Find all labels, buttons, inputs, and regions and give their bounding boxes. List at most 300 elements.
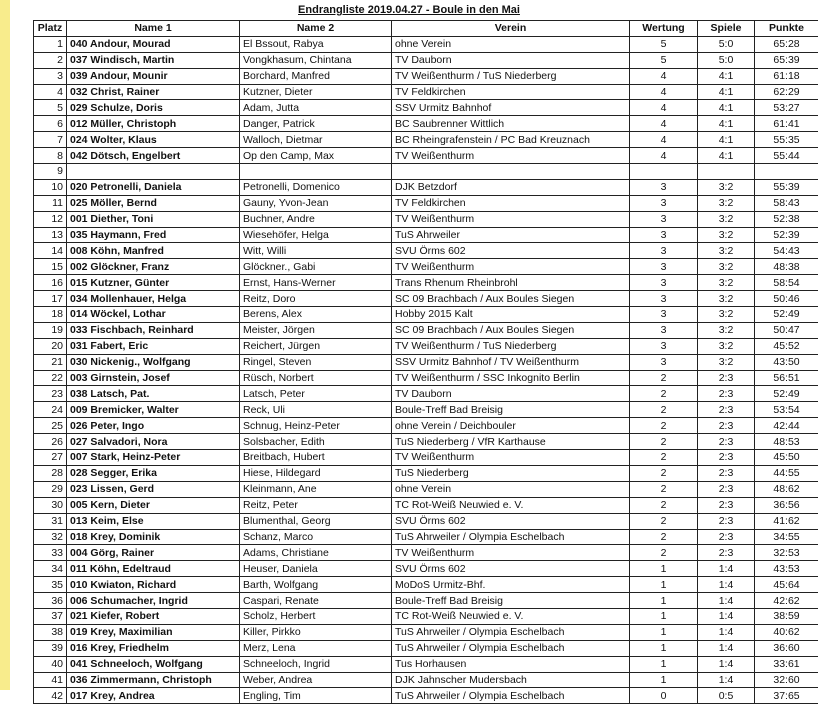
player1-cell: 013 Keim, Else [67,513,240,529]
player1-cell: 023 Lissen, Gerd [67,481,240,497]
games-cell: 3:2 [698,211,755,227]
player2-cell: Schanz, Marco [240,529,392,545]
club-cell: DJK Betzdorf [392,179,630,195]
club-cell: TV Dauborn [392,52,630,68]
player2-cell: Reck, Uli [240,402,392,418]
rank-cell: 8 [34,148,67,164]
table-row [34,672,818,688]
score-cell: 2 [630,529,698,545]
player1-cell: 019 Krey, Maximilian [67,624,240,640]
table-row [34,84,818,100]
player2-cell: Op den Camp, Max [240,148,392,164]
player2-cell: Reitz, Doro [240,291,392,307]
rank-cell: 27 [34,450,67,466]
games-cell: 3:2 [698,322,755,338]
score-cell: 1 [630,577,698,593]
player2-cell: Borchard, Manfred [240,68,392,84]
rank-cell: 40 [34,656,67,672]
player1-cell: 027 Salvadori, Nora [67,434,240,450]
player2-cell: Scholz, Herbert [240,608,392,624]
games-cell: 2:3 [698,386,755,402]
player1-cell: 028 Segger, Erika [67,465,240,481]
player1-cell: 016 Krey, Friedhelm [67,640,240,656]
rank-cell: 4 [34,84,67,100]
table-row [34,481,818,497]
games-cell: 4:1 [698,148,755,164]
club-cell: TC Rot-Weiß Neuwied e. V. [392,497,630,513]
player1-cell: 032 Christ, Rainer [67,84,240,100]
games-cell: 2:3 [698,418,755,434]
games-cell: 1:4 [698,656,755,672]
header-platz: Platz [34,21,67,37]
score-cell: 3 [630,338,698,354]
table-row [34,465,818,481]
table-row [34,688,818,704]
games-cell: 1:4 [698,608,755,624]
score-cell: 3 [630,243,698,259]
player2-cell: Wiesehöfer, Helga [240,227,392,243]
score-cell: 1 [630,624,698,640]
rank-cell: 25 [34,418,67,434]
club-cell: SVU Örms 602 [392,513,630,529]
player2-cell: Buchner, Andre [240,211,392,227]
club-cell: Boule-Treff Bad Breisig [392,402,630,418]
club-cell: SC 09 Brachbach / Aux Boules Siegen [392,291,630,307]
player1-cell: 008 Köhn, Manfred [67,243,240,259]
club-cell: ohne Verein [392,481,630,497]
rank-cell: 14 [34,243,67,259]
games-cell: 3:2 [698,291,755,307]
table-row [34,338,818,354]
score-cell: 4 [630,116,698,132]
table-row [34,354,818,370]
club-cell: TuS Ahrweiler / Olympia Eschelbach [392,529,630,545]
table-row [34,608,818,624]
club-cell: Boule-Treff Bad Breisig [392,593,630,609]
player2-cell: Kutzner, Dieter [240,84,392,100]
player2-cell: Gauny, Yvon-Jean [240,195,392,211]
points-cell: 50:46 [755,291,818,307]
table-row [34,497,818,513]
club-cell: TV Weißenthurm [392,545,630,561]
games-cell: 1:4 [698,561,755,577]
score-cell: 4 [630,148,698,164]
points-cell: 34:55 [755,529,818,545]
player2-cell: Berens, Alex [240,307,392,323]
player1-cell: 005 Kern, Dieter [67,497,240,513]
score-cell: 3 [630,259,698,275]
rank-cell: 38 [34,624,67,640]
score-cell: 4 [630,84,698,100]
player1-cell: 009 Bremicker, Walter [67,402,240,418]
player1-cell: 030 Nickenig., Wolfgang [67,354,240,370]
games-cell: 4:1 [698,84,755,100]
score-cell: 5 [630,36,698,52]
rank-cell: 24 [34,402,67,418]
score-cell: 2 [630,434,698,450]
club-cell: MoDoS Urmitz-Bhf. [392,577,630,593]
score-cell: 3 [630,211,698,227]
games-cell [698,164,755,180]
club-cell: BC Rheingrafenstein / PC Bad Kreuznach [392,132,630,148]
table-row [34,211,818,227]
points-cell: 52:49 [755,307,818,323]
rank-cell: 26 [34,434,67,450]
club-cell: ohne Verein / Deichbouler [392,418,630,434]
player2-cell: Barth, Wolfgang [240,577,392,593]
club-cell: TV Weißenthurm [392,148,630,164]
player1-cell: 037 Windisch, Martin [67,52,240,68]
player1-cell: 011 Köhn, Edeltraud [67,561,240,577]
rank-cell: 5 [34,100,67,116]
player1-cell: 034 Mollenhauer, Helga [67,291,240,307]
points-cell: 40:62 [755,624,818,640]
club-cell: TuS Niederberg [392,465,630,481]
table-row [34,227,818,243]
games-cell: 1:4 [698,672,755,688]
table-row [34,386,818,402]
games-cell: 2:3 [698,402,755,418]
score-cell: 2 [630,545,698,561]
header-row [34,21,818,37]
player2-cell: Schneeloch, Ingrid [240,656,392,672]
score-cell: 3 [630,275,698,291]
score-cell: 3 [630,322,698,338]
points-cell: 36:56 [755,497,818,513]
rank-cell: 7 [34,132,67,148]
table-row [34,656,818,672]
table-row [34,148,818,164]
player1-cell: 033 Fischbach, Reinhard [67,322,240,338]
rank-cell: 34 [34,561,67,577]
games-cell: 3:2 [698,354,755,370]
player2-cell: Hiese, Hildegard [240,465,392,481]
rank-cell: 41 [34,672,67,688]
player1-cell: 041 Schneeloch, Wolfgang [67,656,240,672]
header-name1: Name 1 [67,21,240,37]
club-cell: TuS Ahrweiler / Olympia Eschelbach [392,640,630,656]
points-cell: 42:44 [755,418,818,434]
score-cell: 4 [630,100,698,116]
player1-cell: 015 Kutzner, Günter [67,275,240,291]
score-cell [630,164,698,180]
score-cell: 3 [630,195,698,211]
score-cell: 3 [630,307,698,323]
score-cell: 5 [630,52,698,68]
games-cell: 4:1 [698,68,755,84]
club-cell: SSV Urmitz Bahnhof / TV Weißenthurm [392,354,630,370]
table-row [34,370,818,386]
club-cell: Trans Rhenum Rheinbrohl [392,275,630,291]
points-cell: 55:44 [755,148,818,164]
points-cell: 36:60 [755,640,818,656]
player1-cell: 039 Andour, Mounir [67,68,240,84]
player1-cell: 042 Dötsch, Engelbert [67,148,240,164]
rank-cell: 9 [34,164,67,180]
player1-cell: 003 Girnstein, Josef [67,370,240,386]
rank-cell: 13 [34,227,67,243]
table-row [34,195,818,211]
player1-cell: 021 Kiefer, Robert [67,608,240,624]
rank-cell: 30 [34,497,67,513]
player2-cell: Meister, Jörgen [240,322,392,338]
games-cell: 2:3 [698,513,755,529]
score-cell: 0 [630,688,698,704]
player1-cell: 004 Görg, Rainer [67,545,240,561]
club-cell: SVU Örms 602 [392,243,630,259]
score-cell: 2 [630,465,698,481]
rank-cell: 28 [34,465,67,481]
player1-cell: 006 Schumacher, Ingrid [67,593,240,609]
points-cell: 61:41 [755,116,818,132]
document-title-text: Endrangliste 2019.04.27 - Boule in den Mai [298,4,520,16]
games-cell: 2:3 [698,465,755,481]
player2-cell: Engling, Tim [240,688,392,704]
document-title [0,2,818,18]
points-cell: 48:38 [755,259,818,275]
club-cell: TV Feldkirchen [392,195,630,211]
table-row [34,434,818,450]
table-row [34,68,818,84]
club-cell: TV Dauborn [392,386,630,402]
points-cell: 48:53 [755,434,818,450]
club-cell: ohne Verein [392,36,630,52]
player1-cell: 038 Latsch, Pat. [67,386,240,402]
club-cell: SSV Urmitz Bahnhof [392,100,630,116]
player1-cell: 035 Haymann, Fred [67,227,240,243]
games-cell: 4:1 [698,116,755,132]
points-cell: 43:50 [755,354,818,370]
score-cell: 2 [630,370,698,386]
table-row [34,545,818,561]
club-cell: Tus Horhausen [392,656,630,672]
points-cell: 48:62 [755,481,818,497]
ranking-table [33,20,818,704]
player2-cell: Walloch, Dietmar [240,132,392,148]
points-cell: 37:65 [755,688,818,704]
rank-cell: 11 [34,195,67,211]
table-row [34,529,818,545]
games-cell: 1:4 [698,640,755,656]
table-row [34,418,818,434]
table-row [34,164,818,180]
rank-cell: 35 [34,577,67,593]
club-cell: DJK Jahnscher Mudersbach [392,672,630,688]
points-cell: 62:29 [755,84,818,100]
score-cell: 3 [630,291,698,307]
player2-cell [240,164,392,180]
score-cell: 2 [630,513,698,529]
score-cell: 1 [630,593,698,609]
games-cell: 3:2 [698,338,755,354]
player2-cell: Reichert, Jürgen [240,338,392,354]
club-cell: Hobby 2015 Kalt [392,307,630,323]
games-cell: 2:3 [698,529,755,545]
club-cell: SC 09 Brachbach / Aux Boules Siegen [392,322,630,338]
rank-cell: 15 [34,259,67,275]
score-cell: 3 [630,354,698,370]
player1-cell: 007 Stark, Heinz-Peter [67,450,240,466]
club-cell: BC Saubrenner Wittlich [392,116,630,132]
points-cell: 45:64 [755,577,818,593]
points-cell: 32:60 [755,672,818,688]
player2-cell: Petronelli, Domenico [240,179,392,195]
table-row [34,307,818,323]
rank-cell: 32 [34,529,67,545]
points-cell: 65:39 [755,52,818,68]
player1-cell: 010 Kwiaton, Richard [67,577,240,593]
points-cell: 32:53 [755,545,818,561]
club-cell: TC Rot-Weiß Neuwied e. V. [392,608,630,624]
header-punkte: Punkte [755,21,818,37]
score-cell: 2 [630,481,698,497]
player2-cell: Killer, Pirkko [240,624,392,640]
points-cell: 52:39 [755,227,818,243]
player1-cell: 018 Krey, Dominik [67,529,240,545]
points-cell: 45:50 [755,450,818,466]
club-cell: TV Weißenthurm / TuS Niederberg [392,338,630,354]
header-name2: Name 2 [240,21,392,37]
games-cell: 3:2 [698,179,755,195]
rank-cell: 29 [34,481,67,497]
score-cell: 1 [630,672,698,688]
points-cell: 45:52 [755,338,818,354]
games-cell: 3:2 [698,227,755,243]
games-cell: 2:3 [698,434,755,450]
games-cell: 2:3 [698,370,755,386]
club-cell: TV Weißenthurm [392,450,630,466]
rank-cell: 37 [34,608,67,624]
club-cell: TV Weißenthurm / TuS Niederberg [392,68,630,84]
club-cell: SVU Örms 602 [392,561,630,577]
player2-cell: Caspari, Renate [240,593,392,609]
player2-cell: Kleinmann, Ane [240,481,392,497]
score-cell: 1 [630,608,698,624]
player2-cell: Rüsch, Norbert [240,370,392,386]
player2-cell: Solsbacher, Edith [240,434,392,450]
club-cell: TuS Ahrweiler / Olympia Eschelbach [392,624,630,640]
points-cell: 55:39 [755,179,818,195]
rank-cell: 36 [34,593,67,609]
score-cell: 2 [630,450,698,466]
score-cell: 4 [630,68,698,84]
points-cell: 52:49 [755,386,818,402]
table-row [34,116,818,132]
club-cell: TuS Ahrweiler / Olympia Eschelbach [392,688,630,704]
games-cell: 1:4 [698,577,755,593]
table-row [34,322,818,338]
points-cell: 65:28 [755,36,818,52]
games-cell: 3:2 [698,259,755,275]
player2-cell: Glöckner., Gabi [240,259,392,275]
rank-cell: 23 [34,386,67,402]
table-row [34,450,818,466]
player2-cell: Breitbach, Hubert [240,450,392,466]
table-row [34,561,818,577]
rank-cell: 3 [34,68,67,84]
points-cell: 42:62 [755,593,818,609]
player2-cell: Vongkhasum, Chintana [240,52,392,68]
points-cell: 41:62 [755,513,818,529]
rank-cell: 16 [34,275,67,291]
player2-cell: Ernst, Hans-Werner [240,275,392,291]
rank-cell: 39 [34,640,67,656]
table-row [34,132,818,148]
player1-cell: 020 Petronelli, Daniela [67,179,240,195]
score-cell: 2 [630,418,698,434]
table-row [34,402,818,418]
games-cell: 2:3 [698,481,755,497]
score-cell: 2 [630,497,698,513]
rank-cell: 18 [34,307,67,323]
games-cell: 1:4 [698,593,755,609]
table-row [34,593,818,609]
points-cell: 58:43 [755,195,818,211]
games-cell: 5:0 [698,52,755,68]
score-cell: 1 [630,640,698,656]
games-cell: 4:1 [698,132,755,148]
club-cell [392,164,630,180]
points-cell: 33:61 [755,656,818,672]
player1-cell: 025 Möller, Bernd [67,195,240,211]
club-cell: TV Weißenthurm [392,259,630,275]
player2-cell: Adams, Christiane [240,545,392,561]
rank-cell: 1 [34,36,67,52]
games-cell: 1:4 [698,624,755,640]
player2-cell: Weber, Andrea [240,672,392,688]
games-cell: 2:3 [698,545,755,561]
club-cell: TV Weißenthurm [392,211,630,227]
player2-cell: Danger, Patrick [240,116,392,132]
player1-cell: 012 Müller, Christoph [67,116,240,132]
header-verein: Verein [392,21,630,37]
points-cell: 50:47 [755,322,818,338]
score-cell: 2 [630,386,698,402]
player1-cell [67,164,240,180]
player2-cell: Schnug, Heinz-Peter [240,418,392,434]
club-cell: TV Weißenthurm / SSC Inkognito Berlin [392,370,630,386]
games-cell: 5:0 [698,36,755,52]
player2-cell: Heuser, Daniela [240,561,392,577]
table-row [34,624,818,640]
points-cell: 54:43 [755,243,818,259]
player1-cell: 017 Krey, Andrea [67,688,240,704]
rank-cell: 33 [34,545,67,561]
player2-cell: Witt, Willi [240,243,392,259]
table-row [34,259,818,275]
rank-cell: 19 [34,322,67,338]
table-row [34,36,818,52]
games-cell: 0:5 [698,688,755,704]
player2-cell: Reitz, Peter [240,497,392,513]
games-cell: 2:3 [698,450,755,466]
table-row [34,640,818,656]
player1-cell: 014 Wöckel, Lothar [67,307,240,323]
player1-cell: 002 Glöckner, Franz [67,259,240,275]
player2-cell: Merz, Lena [240,640,392,656]
score-cell: 1 [630,561,698,577]
rank-cell: 6 [34,116,67,132]
score-cell: 3 [630,179,698,195]
rank-cell: 22 [34,370,67,386]
games-cell: 4:1 [698,100,755,116]
header-spiele: Spiele [698,21,755,37]
player1-cell: 024 Wolter, Klaus [67,132,240,148]
points-cell: 52:38 [755,211,818,227]
player1-cell: 040 Andour, Mourad [67,36,240,52]
rank-cell: 31 [34,513,67,529]
points-cell: 55:35 [755,132,818,148]
